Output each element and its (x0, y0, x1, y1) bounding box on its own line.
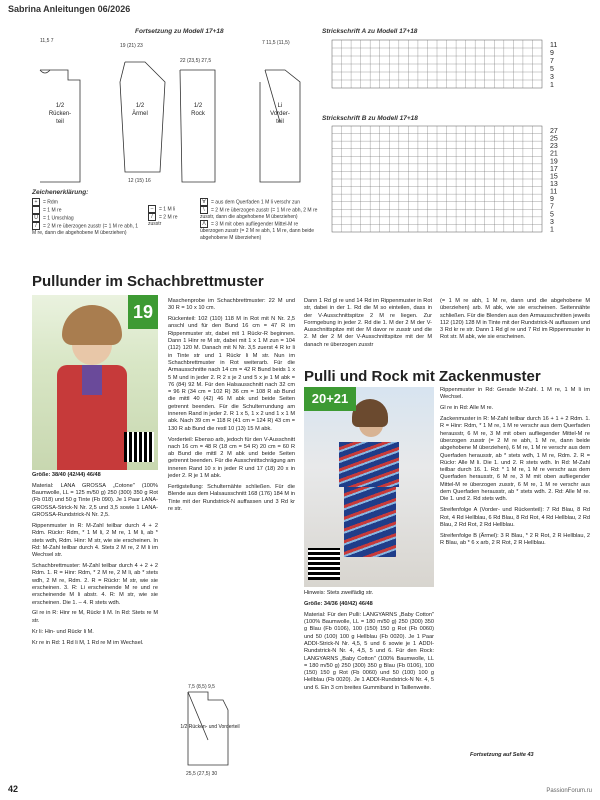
gauge: Maschenprobe im Schachbrettmuster: 22 M und 30 R = 10 x 10 cm. (168, 298, 295, 312)
yarn-over-icon: U (32, 214, 40, 222)
badge-19: 19 (128, 295, 158, 329)
row-number: 1 (550, 226, 554, 234)
purl-icon: – (148, 205, 156, 213)
row-number: 25 (550, 135, 558, 143)
increase-icon: ∀ (200, 198, 208, 206)
row-number: 9 (550, 196, 554, 204)
svg-text:1/2: 1/2 (135, 103, 145, 109)
legend-right: ∀ = aus dem Querfaden 1 M li verschr zun \ = 2 M re überzogen zusstr (= 1 M re abh, 2 M re zusstr, dann die abgehobene M überziehen) Λ = 3 M mit oben aufliegender Mittel-M re überzogen zusstr (= 2 M re abh, 1 M re, dann beide abgehobene M überziehen) (200, 199, 318, 241)
row-number: 7 (550, 203, 554, 211)
dims-bottom-sleeve: 12 (15) 16 (128, 178, 151, 184)
pullunder-col1 (32, 472, 158, 650)
pullunder-col2 (168, 298, 295, 517)
svg-text:Ärmel: Ärmel (132, 111, 148, 117)
ssk-icon: \ (200, 206, 208, 214)
k2tog-icon: / (32, 222, 40, 230)
stitch-b-title: Strickschrift B zu Modell 17+18 (322, 115, 418, 122)
row-number: 27 (550, 128, 558, 135)
legend-title: Zeichenerklärung: (32, 189, 89, 196)
row-number: 17 (550, 165, 558, 173)
pullunder-col4 (440, 298, 590, 345)
stitch-chart-b (322, 124, 592, 234)
row-number: 21 (550, 150, 558, 158)
cdd-icon: Λ (200, 220, 208, 228)
page-number: 42 (8, 784, 19, 794)
pulli-rock-col4 (440, 387, 590, 551)
stitch-a-title: Strickschrift A zu Modell 17+18 (322, 28, 418, 35)
pulli-sizes: Größe: 34/36 (40/42) 46/48 (304, 600, 373, 607)
pulli-material: Material: Für den Pulli: LANGYARNS „Baby Cotton" (100% Baumwolle, LL = 180 m/50 g) 250 (300) 350 g Blau (Fb 0106), 100 (150) 150 g Rot (Fb 0060) und 50 (100) 100 g Hellblau (Fb 0020). Je 1 Paar ADDI-Strick-N Nr. 4,5, 5 und 6 sowie je 1 ADDI-Rundstrick-N Nr. 4, 4,5, 5 und 6. Für den Rock: LANGYARNS „Baby Cotton" (100% Baumwolle, LL = 180 m/50 g) 250 (300) 350 g Blau (Fb 0106), 100 (150) 150 g Rot (Fb 0060) und 50 (100) 100 g Hellblau (Fb 0020). Je 1 ADDI-Rundstrick-N Nr. 4, 5 und 6. Ein 3 cm breites Gummiband in Taillenweite. (304, 611, 434, 691)
svg-text:1/2: 1/2 (55, 103, 65, 109)
pullunder-title: Pullunder im Schachbrettmuster (32, 273, 264, 290)
garter-rounds: Kr re in Rd: 1 Rd li M, 1 Rd re M im Wechsel. (32, 639, 144, 646)
garment-schematic (0, 32, 320, 187)
dims-top-skirt: 22 (23,5) 27,5 (180, 58, 212, 64)
svg-text:1: 1 (550, 82, 554, 89)
small-piece-label: 1/2 Rücken- und Vorderteil (180, 724, 240, 730)
svg-text:3: 3 (550, 74, 554, 81)
watermark: PassionForum.ru (546, 788, 592, 794)
small-dims-top: 7,5 (8,5) 9,5 (188, 684, 215, 690)
stripe-sequence-a: Streifenfolge A (Vorder- und Rückenteil): 7 Rd Blau, 8 Rd Rot, 4 Rd Hellblau, 6 Rd Blau, 8 Rd Rot, 4 Rd Hellblau, 2 Rd Blau, 2 Rd Rot, 2 Rd Hellblau. (440, 507, 590, 528)
qr-code-pulli-rock[interactable] (308, 548, 340, 580)
svg-text:Li: Li (277, 103, 283, 109)
pulli-rib: Rippenmuster in Rd: Gerade M-Zahl. 1 M re, 1 M li im Wechsel. (440, 387, 590, 401)
continue-note: Fortsetzung auf Seite 43 (470, 752, 534, 758)
pullunder-sizes: Größe: 38/40 (42/44) 46/48 (32, 472, 101, 478)
rib-pattern: Rippenmuster in R: M-Zahl teilbar durch 4 + 2 Rdm. Rückr: Rdm, * 1 M li, 2 M re, 1 M li, ab * stets wdh, Rdm. Hinr: M str, wie sie erscheinen. In Rd: M-Zahl teilbar durch 4. Stets 2 M re, 2 M li im Wechsel str. (32, 522, 158, 559)
svg-text:Rock: Rock (191, 111, 205, 117)
checker-pattern: Schachbrettmuster: M-Zahl teilbar durch 4 + 2 + 2 Rdm. 1. R = Hinr: Rdm, * 2 M re, 2 M li, ab * stets wdh, 2 M re, Rdm. 2. R = Rückr: M str, wie sie erscheinen. 3. R: Li erscheinende M re und re erscheinende M li abstr. 4. R: M str, wie sie erscheinen. Die 1. – 4. R stets wdh. (32, 563, 158, 606)
legend: Zeichenerklärung: + = Rdm = 1 M re U = 1 Umschlag / = 2 M re überzogen zusstr (= 1 M re abh, 1 M re, dann die abgehobene M überziehen) – = 1 M li / = 2 M re zusstr (32, 190, 302, 237)
small-dims-bottom: 25,5 (27,5) 30 (186, 771, 218, 777)
row-number: 23 (550, 143, 558, 151)
pulli-stockinette: Gl re in Rd: Alle M re. (440, 405, 494, 412)
svg-text:teil: teil (56, 119, 64, 125)
row-number: 13 (550, 181, 558, 188)
pullunder-material: Material: LANA GROSSA „Cotone" (100% Baumwolle, LL = 125 m/50 g) 250 (300) 350 g Rot (Fb 018) und 50 g Tinte (Fb 090). Je 1 Paar LANA-GROSSA-Strick-N Nr. 2,5 und 3,5 sowie 1 LANA-GROSSA-Rundstrick-N Nr. 2,5. (32, 482, 158, 519)
magazine-header: Sabrina Anleitungen 06/2026 (8, 4, 131, 14)
svg-text:Vorder-: Vorder- (270, 111, 290, 117)
svg-text:5: 5 (550, 66, 554, 73)
stockinette: Gl re in R: Hinr re M, Rückr li M. In Rd: Stets re M str. (32, 610, 158, 624)
pulli-rock-col3 (304, 590, 434, 696)
finishing-text: Fertigstellung: Schulternähte schließen. Für die Blende aus dem Halsausschnitt 168 (176) 184 M in Tinte mit der Rundstrick-N auffassen und 3 Rd kr re str. (168, 483, 295, 512)
pulli-hint: Hinweis: Stets zweifädig str. (304, 590, 374, 596)
schematic-caption: Fortsetzung zu Modell 17+18 (135, 28, 224, 35)
stitch-chart-a (322, 38, 592, 90)
svg-text:9: 9 (550, 50, 554, 57)
svg-text:11: 11 (550, 42, 558, 49)
svg-text:Rücken-: Rücken- (48, 111, 72, 117)
qr-code-pullunder[interactable] (124, 432, 154, 462)
row-number: 3 (550, 218, 554, 226)
svg-text:7: 7 (550, 58, 554, 65)
row-number: 15 (550, 173, 558, 181)
dims-top-front: 7 11,5 (11,5) (262, 40, 290, 46)
pulli-rock-title: Pulli und Rock mit Zackenmuster (304, 368, 541, 385)
svg-text:1/2: 1/2 (193, 103, 203, 109)
badge-20-21: 20+21 (304, 387, 356, 411)
armhole-text: (= 1 M re abh, 1 M re, dann und die abgehobene M überziehen) arb. M abk, wie sie erscheinen. Seitennähte schließen. Für die Blenden aus den Armausschnitten jeweils 112 (120) 128 M in Tinte mit der Rundstrick-N auffassen und 3 Rd kr re str. Dann 1 Rd gl re und 7 Rd im Rippenmuster in Rot str. M abk, wie sie erscheinen. (440, 298, 590, 341)
stripe-sequence-b: Streifenfolge B (Ärmel): 3 R Blau, * 2 R Rot, 2 R Hellblau, 2 R Blau, ab * 6 x arb, 2 R Rot, 2 R Hellblau. (440, 532, 590, 547)
small-schematic (168, 680, 268, 780)
dims-top-sleeve: 19 (21) 23 (120, 43, 143, 49)
selvage-icon: + (32, 198, 40, 206)
back-piece-text: Rückenteil: 102 (110) 118 M in Rot mit N Nr. 2,5 anschl und für den Bund 16 cm = 47 R im Rippenmuster str, dabei mit 1 Rückr-R beginnen. Dann 1 Hinr re M str, dabei mit 1 x 1 M zun = 104 (112) 120 M. Danach mit N Nr. 3,5 zuerst 4 R kr li in Tinte str und 1 Rückr li M str. Nun im Schachbrettmuster in Rot weiterarb. Für die Armausschnitte nach 14 cm = 42 R Bund beids 1 x 5 M und in jeder 2. R 2 x je 2 und 5 x je 1 M abk = 76 (84) 92 M. Für den Halsausschnitt nach 32 cm = 96 R (34 cm = 102 R) 36 cm = 108 R ab Bund die mittl 40 (42) 46 M abk und beide Seiten getrennt beenden. Für die Schulterrundung am inneren Rand in jeder 2. R 1 x 5, 1 x 2 und 1 x 1 M abk. Nach 39 cm = 118 R (41 cm = 124 R) 43 cm = 130 R ab Bund die restl 10 (13) 15 M abk. (168, 316, 295, 432)
v-neck-text: Dann 1 Rd gl re und 14 Rd im Rippenmuster in Rot str, dabei in der 1. Rd die M so einteilen, dass in der V-Ausschnittspitze 2 M re liegen. Zur Formgebung in jeder 2. Rd die 1. M der 2 M der V-Ausschnittspitze mit der M davor re zusstr und die 2. M der 2 M der V-Ausschnittspitze mit der M danach re überzogen zusstr (304, 298, 432, 348)
pullunder-col3 (304, 298, 432, 353)
row-number: 11 (550, 188, 558, 196)
knit-icon (32, 206, 40, 214)
front-piece-text: Vorderteil: Ebenso arb, jedoch für den V-Ausschnitt nach 16 cm = 48 R (18 cm = 54 R) 20 cm = 60 R ab Bund die mittl 2 M abk und beide Seiten getrennt beenden. Für die Ausschnittschrägung am inneren Rand 10 x in jeder R und 17 (18) 20 x in jeder 2. R je 1 M abk. (168, 436, 295, 480)
garter-rows: Kr li: Hin- und Rückr li M. (32, 628, 94, 635)
zigzag-pattern: Zackenmuster in R: M-Zahl teilbar durch 16 + 1 + 2 Rdm. 1. R = Hinr: Rdm, * 1 M re, 1 M re verschr aus dem Querfaden herausstr, 6 M re, 3 M mit oben aufliegender Mittel-M re überzogen zusstr (= 2 M re abh, 1 M re, dann beide abgehobene M überziehen), 6 M re, 1 M re verschr aus dem Querfaden herausstr, ab * stets wdh, 1 M re, Rdm. 2. R = Rückr: Alle M li. Die 1. und 2. R stets wdh. In Rd: M-Zahl teilbar durch 16. 1. Rd: * 1 M re, 1 M re verschr aus dem Querfaden herausstr, 6 M re, 3 M mit oben aufliegender Mittel-M re überzogen zusstr, 6 M re, 1 M re verschr aus dem Querfaden herausstr, ab * stets wdh. 2. Rd: Alle M re. Die 1. und 2. Rd stets wdh. (440, 416, 590, 503)
row-number: 19 (550, 158, 558, 166)
dims-top-back: 11,5 7 (40, 38, 54, 44)
k2tog-right-icon: / (148, 213, 156, 221)
row-number: 5 (550, 211, 554, 219)
svg-text:teil: teil (276, 119, 284, 125)
